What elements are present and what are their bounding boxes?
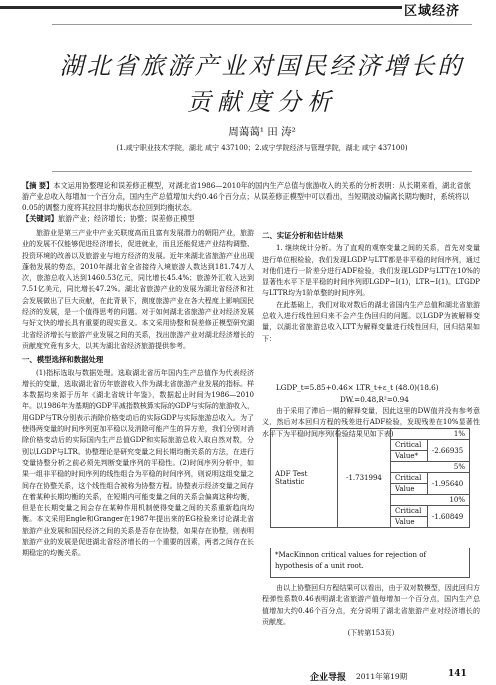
header-rule xyxy=(0,6,402,9)
regression-equation: LGDP_t=5.85+0.46× LTR_t+ε_t (48.0)(18.6) xyxy=(276,383,439,392)
level-sublabel: Value xyxy=(391,484,428,495)
article-title-line1: 湖北省旅游产业对国民经济增长的 xyxy=(59,52,465,80)
abstract-text: 本文运用协整理论和误差修正模型，对湖北省1986—2010年的国内生产总值与旅游收入的关系的分析表明：从长期来看，湖北省旅游产业总收入每增加一个百分点，国内生产总值增加大约0.46个百分点；从误差修正模型中可以看出，当短期波动偏离长期均衡时，系统将以0.05的调整力度将其拉回非均衡状态拉回到均衡状态。 xyxy=(22,181,471,212)
adf-stat-cell: -1.731994 xyxy=(338,429,391,528)
regression-paragraph: 在此基础上，我们对取对数后的湖北省国内生产总值和湖北省旅游总收入进行线性回归来不会产生伪回归的问题。以LGDP为被解释变量，以湖北省旅游总收入LTT为解释变量进行线性回归，回归结果如下： xyxy=(262,300,480,343)
keywords-label: 【关键词】 xyxy=(22,214,58,223)
abstract-label: 【摘 要】 xyxy=(22,181,54,190)
level-label: Critical xyxy=(391,473,428,484)
level-value: -1.95640 xyxy=(427,473,469,495)
section-heading-1: 一、模型选择和数据处理 xyxy=(22,355,104,365)
adf-label-cell xyxy=(271,429,338,528)
data-paragraph: (1)指标选取与数据处理。选取湖北省历年国内生产总值作为代表经济增长的变量，选取湖北省历年旅游收入作为湖北省旅游产业发展的指标。样本数据均来源于历年《湖北省统计年鉴》，数据起止时间为1986—2010年。以1986年为基期的GDP平减指数核算实际的GDP与实际的旅游收入，用GDP与TR分别表示消除价格变动后的实际GDP与实际旅游总收入。为了使得两变量的时间序列更加平稳以及消除可能产生的异方差，我们分别对消除价格变动后的实际国内生产总值GDP和实际旅游总收入取自然对数，分别以LGDP与LTR。协整理论是研究变量之间长期均衡关系的方法，在进行变量协整分析之前必须先判断变量序列的平稳性。(2)时间序列分析中，如果一组非平稳的时间序列的线性组合为平稳的时间序列，则说明这组变量之间存在协整关系，这个线性组合被称为协整方程。协整表示经济变量之间存在着某种长期均衡的关系，在短期内可能变量之间的关系会偏离这种均衡，但是在长期变量之间会存在某种作用机制使得变量之间的关系重新趋向均衡。本文采用Engle和Granger在1987年提出来的EG检验来讨论湖北省旅游产业发展和国民经济之间的关系是否存在协整，如果存在协整，则表明旅游产业的发展是促进湖北省经济增长的一个重要的因素，两者之间存在长期稳定的均衡关系。 xyxy=(22,368,254,558)
level-value: -2.66935 xyxy=(427,440,469,462)
authors: 周蔼蔼¹ 田 涛² xyxy=(228,126,296,138)
regression-stats: DW.=0.48,R²=0.94 xyxy=(340,395,409,404)
residual-text: 由于采用了滞后一期的解释变量，因此这里的DW值并没有参考意义，然后对本回归方程的残差进行ADF检验，发现残差在10%显著性水平下为平稳时间序列(检验结果见如下表) xyxy=(262,407,480,438)
page-header-band xyxy=(0,0,496,18)
abstract xyxy=(22,180,474,213)
right-column-bottom xyxy=(262,583,480,639)
level-sublabel: Value* xyxy=(391,451,428,462)
keywords xyxy=(22,214,474,224)
keywords-text: 旅游产业；经济增长；协整；误差修正模型 xyxy=(57,214,195,223)
intro-paragraph: 旅游业是第三产业中产业关联度高而且富有发展潜力的朝阳产业，旅游业的发展不仅能够促进经济增长，促进就业，而且还能促进产业结构调整、投资环境的改善以及旅游业与地方经济的发展。近年来湖北省旅游产业出现蓬勃发展的势态，2010年湖北省全省接待入境旅游人数达到181.74万人次，旅游总收入达到1460.53亿元，同比增长45.4%；旅游外汇收入达到7.51亿美元，同比增长47.2%。湖北省旅游产业的发展为湖北省经济和社会发展做出了巨大贡献，在此背景下，测度旅游产业在各大程度上影响国民经济的发展，是一个值得思考的问题。对于如何湖北省旅游产业对经济发展与好文快的增长具有重要的现实意义。本文采用协整和误差修正模型研究湖北省经济增长与旅游产业发展之间的关系，找出旅游产业对湖北经济增长的贡献度究竟有多大，以其为湖北省经济旅游提供参考。 xyxy=(22,229,254,350)
unit-root-paragraph: 1. 继续统计分析。为了直观的观察变量之间的关系，首先对变量进行单位根检验，我们发现LGDP与LTT都是非平稳的时间序列，通过对他们进行一阶差分进行ADF检验，我们发现LGDP与LTT在10%的显著性水平下是平稳的时间序列即LGDP~I(1)，LTR~I(1)。LTGDP与LTTR均为1阶单整的时间序列。 xyxy=(262,244,480,298)
issue-date: 2011年第19期 xyxy=(356,672,408,681)
level-label: Critical xyxy=(391,506,428,517)
level-pct: 5% xyxy=(391,462,470,473)
page-footer xyxy=(0,667,496,685)
adf-label-2: Statistic xyxy=(275,478,305,486)
page-number: 141 xyxy=(448,669,467,679)
publication-name: 企业导报 xyxy=(310,673,347,683)
adf-table xyxy=(270,428,470,528)
level-pct: 1% xyxy=(391,429,470,440)
section-label: 区域经济 xyxy=(404,4,461,19)
table-note: *MacKinnon critical values for rejection of hypothesis of a unit root. xyxy=(270,548,470,578)
level-sublabel: Value xyxy=(391,517,428,528)
continued-note: (下转第153页) xyxy=(347,629,395,638)
left-column xyxy=(22,228,254,560)
level-pct: 10% xyxy=(391,495,470,506)
right-column-top xyxy=(262,228,480,345)
level-value: -1.60849 xyxy=(427,506,469,528)
section-heading-2: 二、实证分析和估计结果 xyxy=(262,231,344,240)
adf-label: ADF Test xyxy=(275,470,308,478)
affiliation: (1.咸宁职业技术学院，湖北 咸宁 437100；2.咸宁学院经济与管理学院，湖北 咸宁 437100) xyxy=(116,144,408,152)
level-label: Critical xyxy=(391,440,428,451)
conclusion-paragraph: 由以上协整回归方程结果可以看出，由于双对数模型，因此回归方程弹性系数0.46表明湖北省旅游产值每增加一个百分点，国内生产总值增加大约0.46个百分点，充分说明了湖北省旅游产业对经济增长的贡献度。 xyxy=(262,584,480,626)
table-row xyxy=(271,429,470,440)
article-title-line2: 贡献度分析 xyxy=(187,88,337,116)
